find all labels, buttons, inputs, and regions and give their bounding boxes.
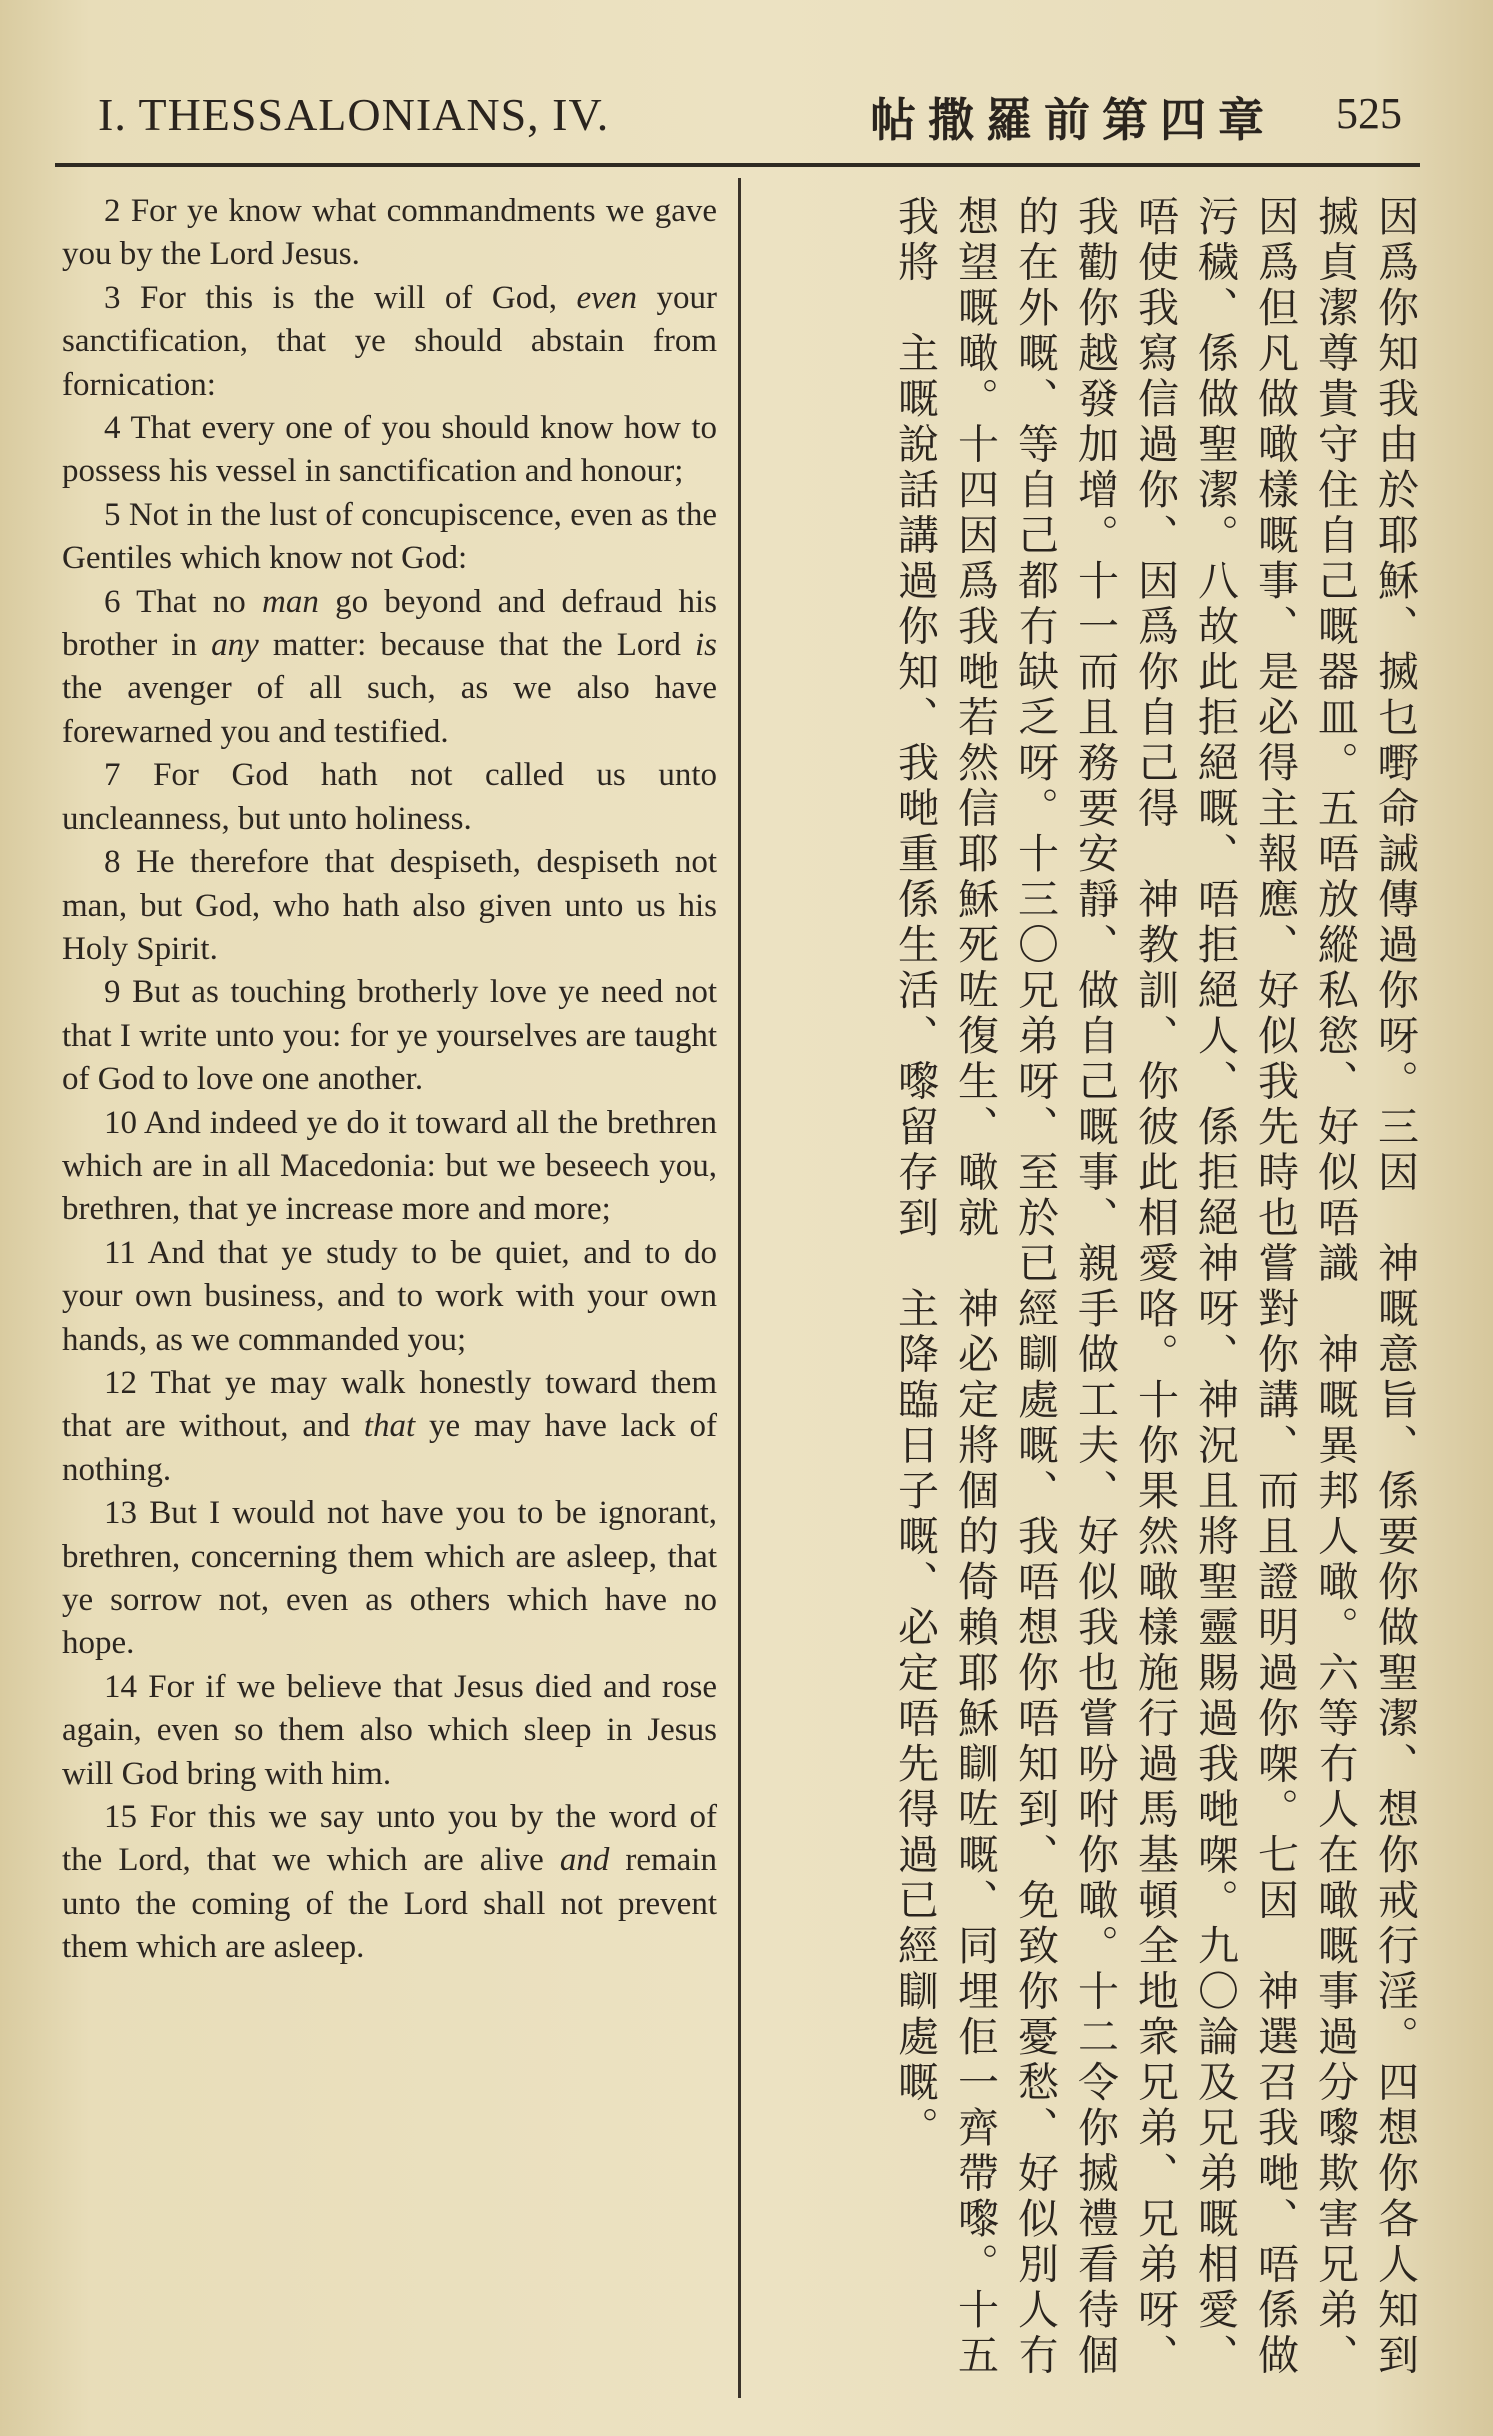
verse-number: 5 bbox=[104, 496, 129, 533]
verse bbox=[62, 1666, 717, 1796]
verse-number: 2 bbox=[104, 193, 131, 229]
verse-text: For God hath not called us unto uncleanness, but unto holiness. bbox=[62, 757, 717, 837]
verse bbox=[62, 1796, 717, 1970]
verse-text: Not in the lust of concupiscence, even as the Gentiles which know not God: bbox=[62, 496, 717, 577]
chinese-text: 因爲你知我由於耶穌、搣乜嘢命誡傳過你呀。三因 神嘅意旨、係要你做聖潔、想你戒行淫。四想你各人知到搣貞潔尊貴守住自己嘅器皿。五唔放縱私慾、好似唔識 神嘅異邦人噉。六等冇人在噉嘅事過分嚟欺害兄弟、因爲但凡做噉樣嘅事、是必得主報應、好似我先時也嘗對你講、而且證明過你㗎。七因 神選召我哋、唔係做污穢、係做聖潔。八故此拒絕嘅、唔拒絕人、係拒絕神呀、神況且將聖靈賜過我哋㗎。九〇論及兄弟嘅相愛、唔使我寫信過你、因爲你自己得 神教訓、你彼此相愛咯。十你果然噉樣施行過馬基頓全地衆兄弟、兄弟呀、我勸你越發加增。十一而且務要安靜、做自己嘅事、親手做工夫、好似我也嘗吩咐你噉。十二令你搣禮看待個的在外嘅、等自己都冇缺乏呀。十三〇兄弟呀、至於已經瞓處嘅、我唔想你唔知到、免致你憂愁、好似別人冇想望嘅噉。十四因爲我哋若然信耶穌死咗復生、噉就 神必定將個的倚賴耶穌瞓咗嘅、同埋佢一齊帶嚟。十五我將 主嘅說話講過你知、我哋重係生活、嚟留存到 主降臨日子嘅、必定唔先得過已經瞓處嘅。 bbox=[891, 195, 1419, 2379]
verse-number: 15 bbox=[104, 1799, 150, 1836]
english-column bbox=[62, 190, 717, 1970]
verse-number: 7 bbox=[104, 757, 154, 794]
chinese-column bbox=[755, 195, 1425, 2395]
verse-text: And that ye study to be quiet, and to do your own business, and to work with your own hands, as we commanded you; bbox=[62, 1234, 717, 1358]
verse-text: That ye may walk honestly toward them that are without, and bbox=[62, 1364, 717, 1445]
verse-number: 8 bbox=[104, 844, 137, 881]
verse-text: He therefore that despiseth, despiseth not man, but God, who hath also given unto us his Holy Spirit. bbox=[62, 844, 718, 967]
verse bbox=[62, 1492, 717, 1666]
verse-number: 11 bbox=[104, 1234, 148, 1271]
verse-number: 10 bbox=[104, 1104, 145, 1141]
verse bbox=[62, 1232, 717, 1362]
verse-text: matter: because that the Lord bbox=[258, 627, 695, 664]
verse bbox=[62, 1102, 717, 1232]
verse-text: For if we believe that Jesus died and rose again, even so them also which sleep in Jesus will God bring with him. bbox=[62, 1668, 717, 1792]
verse bbox=[62, 407, 717, 494]
verse bbox=[62, 754, 717, 841]
verse bbox=[62, 581, 717, 755]
column-divider bbox=[738, 178, 741, 2398]
verse bbox=[62, 190, 717, 277]
page-header bbox=[0, 0, 1493, 160]
verse-number: 12 bbox=[104, 1364, 151, 1401]
running-title: I. THESSALONIANS, IV. bbox=[98, 89, 610, 140]
verse-text: and bbox=[559, 1842, 610, 1879]
verse-text: That every one of you should know how to possess his vessel in sanctification and honour; bbox=[62, 410, 717, 490]
verse-number: 14 bbox=[104, 1668, 149, 1705]
verse-number: 6 bbox=[104, 583, 137, 620]
verse bbox=[62, 841, 717, 971]
header-rule bbox=[55, 163, 1420, 167]
verse bbox=[62, 277, 717, 407]
verse-text: that bbox=[363, 1408, 416, 1445]
verse-number: 13 bbox=[104, 1495, 150, 1532]
verse bbox=[62, 971, 717, 1101]
verse-text: remain unto the coming of the Lord shall not prevent them which are asleep. bbox=[62, 1842, 717, 1966]
page-number: 525 bbox=[1336, 89, 1402, 138]
verse-text: is bbox=[694, 627, 717, 664]
verse-text: even bbox=[576, 279, 637, 316]
verse-number: 9 bbox=[104, 974, 133, 1011]
verse-text: For this is the will of God, bbox=[140, 279, 577, 316]
verse-text: And indeed ye do it toward all the brethren which are in all Macedonia: but we beseech you, brethren, that ye increase more and more; bbox=[62, 1104, 717, 1228]
verse-number: 4 bbox=[104, 410, 131, 447]
verse-text: the avenger of all such, as we also have forewarned you and testified. bbox=[62, 670, 717, 750]
verse-text: For ye know what commandments we gave you by the Lord Jesus. bbox=[62, 193, 717, 273]
verse bbox=[62, 494, 717, 581]
verse-text: But I would not have you to be ignorant, brethren, concerning them which are asleep, that ye sorrow not, even as others which have no hope. bbox=[62, 1495, 717, 1662]
verse-text: your sanctification, that ye should abstain from fornication: bbox=[62, 279, 717, 403]
verse-number: 3 bbox=[104, 279, 141, 316]
verse-text: ye may have lack of nothing. bbox=[62, 1408, 717, 1488]
verse-text: But as touching brotherly love ye need not that I write unto you: for ye yourselves are taught of God to love one another. bbox=[62, 974, 717, 1098]
verse-text: any bbox=[211, 627, 259, 664]
running-title-chinese: 帖撒羅前第四章 bbox=[870, 93, 1276, 147]
verse-text: For this we say unto you by the word of the Lord, that we which are alive bbox=[62, 1799, 718, 1879]
verse-text: go beyond and defraud his brother in bbox=[62, 583, 718, 664]
verse-text: That no bbox=[136, 583, 263, 620]
verse-text: man bbox=[262, 583, 319, 620]
verse bbox=[62, 1362, 717, 1492]
